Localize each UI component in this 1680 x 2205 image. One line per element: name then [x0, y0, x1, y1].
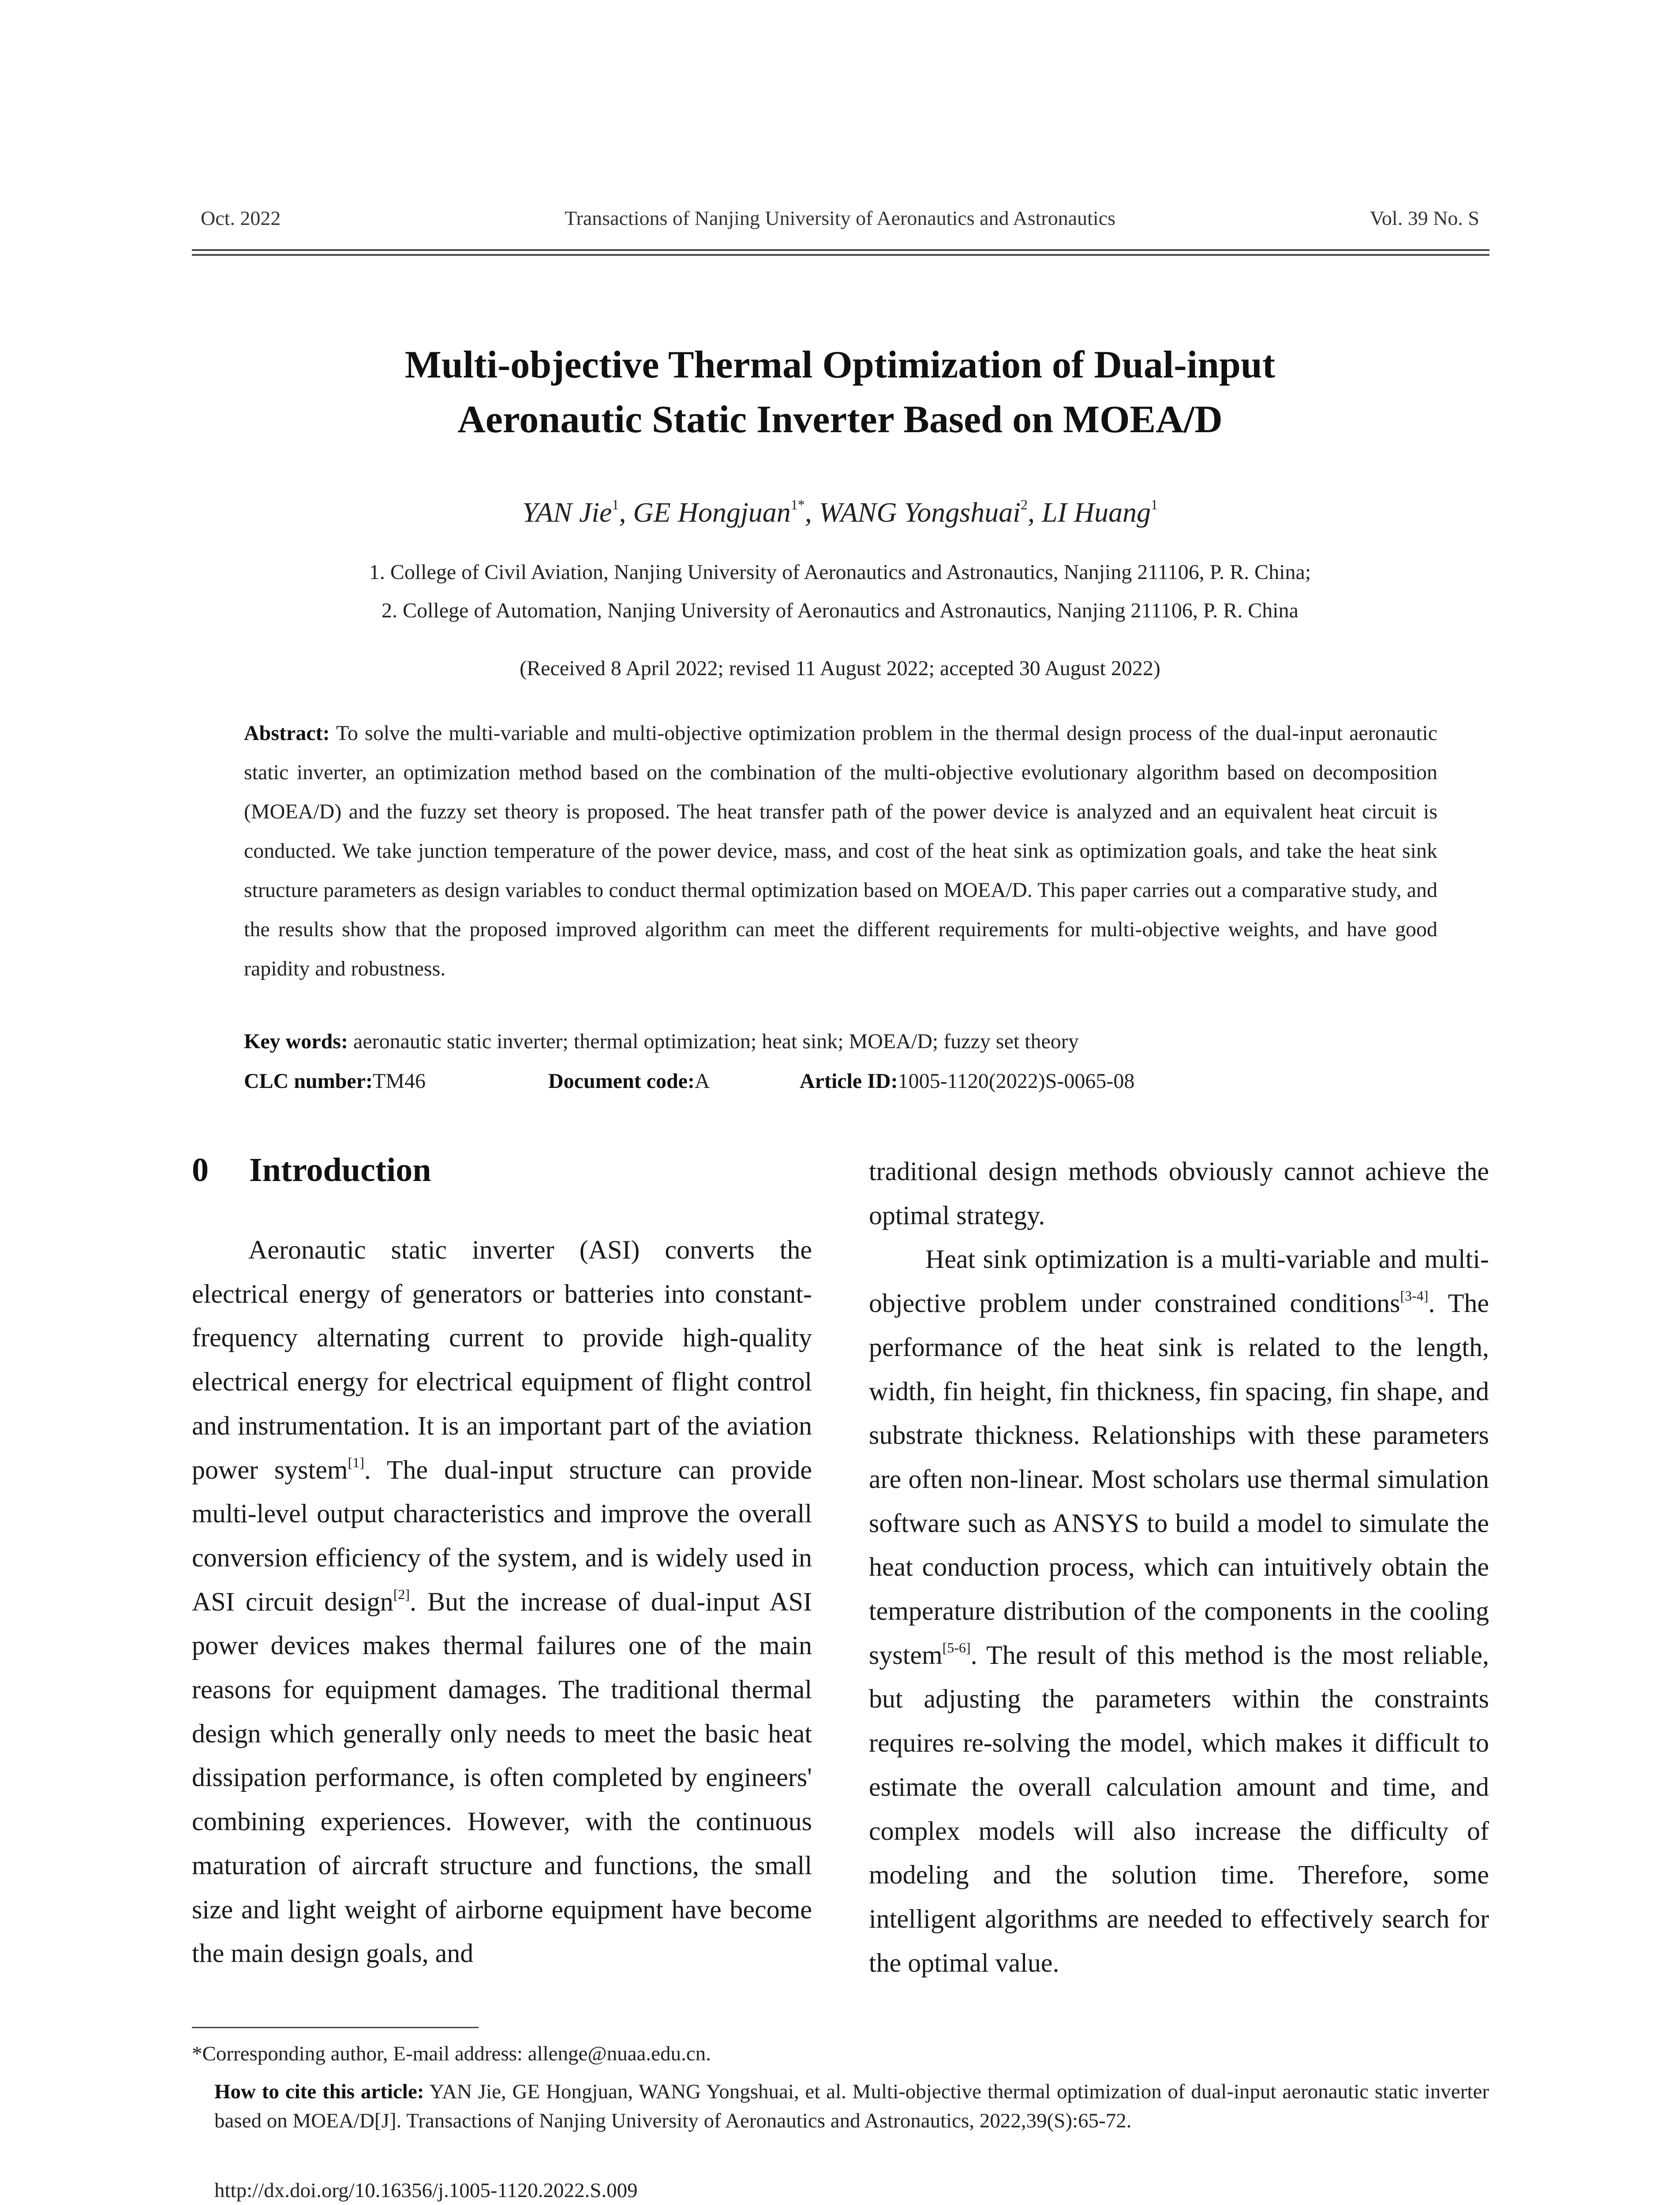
author-affiliation-mark: 1 [612, 497, 619, 512]
document-code-label: Document code: [548, 1069, 695, 1093]
left-column [192, 1228, 812, 1976]
paragraph: Aeronautic static inverter (ASI) converts the electrical energy of generators or batteries into constant-frequency alternating current to provide high-quality electrical energy for electrical equipment of flight control and instrumentation. It is an important part of the aviation power system[1]. The dual-input structure can provide multi-level output characteristics and improve the overall conversion efficiency of the system, and is widely used in ASI circuit design[2]. But the increase of dual-input ASI power devices makes thermal failures one of the main reasons for equipment damages. The traditional thermal design which generally only needs to meet the basic heat dissipation performance, is often completed by engineers' combining experiences. However, with the continuous maturation of aircraft structure and functions, the small size and light weight of airborne equipment have become the main design goals, and [192, 1235, 812, 1968]
author-affiliation-mark: 2 [1020, 497, 1028, 512]
doi-link[interactable]: http://dx.doi.org/10.16356/j.1005-1120.2022.S.009 [214, 2179, 638, 2202]
abstract-text: To solve the multi-variable and multi-objective optimization problem in the thermal design process of the dual-input aeronautic static inverter, an optimization method based on the combination of the multi-objective evolutionary algorithm based on decomposition (MOEA/D) and the fuzzy set theory is proposed. The heat transfer path of the power device is analyzed and an equivalent heat circuit is conducted. We take junction temperature of the power device, mass, and cost of the heat sink as optimization goals, and take the heat sink structure parameters as design variables to conduct thermal optimization based on MOEA/D. This paper carries out a comparative study, and the results show that the proposed improved algorithm can meet the different requirements for multi-objective weights, and have good rapidity and robustness. [244, 721, 1437, 980]
author-affiliation-mark: 1* [790, 497, 805, 512]
keywords [244, 1029, 1437, 1054]
clc-value: TM46 [373, 1069, 426, 1093]
header-rule-top [192, 249, 1489, 251]
right-column [869, 1150, 1489, 1985]
paragraph: traditional design methods obviously cannot achieve the optimal strategy. [869, 1157, 1489, 1230]
affiliation-2: 2. College of Automation, Nanjing University of Aeronautics and Astronautics, Nanjing 211106, P. R. China [382, 599, 1298, 622]
clc-label: CLC number: [244, 1069, 373, 1093]
abstract-label: Abstract: [244, 721, 330, 745]
author-list: YAN Jie$^1$, GE Hongjuan$^{1*}$, WANG Yongshuai$^2$, LI Huang$^1$ [522, 497, 1158, 528]
article-id-value: 1005-1120(2022)S-0065-08 [898, 1069, 1135, 1093]
author-name: WANG Yongshuai [819, 497, 1021, 528]
header-journal: Transactions of Nanjing University of Aeronautics and Astronautics [564, 207, 1116, 229]
received-dates: (Received 8 April 2022; revised 11 August 2022; accepted 30 August 2022) [520, 657, 1160, 680]
author-affiliation-mark: 1 [1151, 497, 1158, 512]
corresponding-author-note: *Corresponding author, E-mail address: allenge@nuaa.edu.cn. [192, 2042, 711, 2065]
keywords-label: Key words: [244, 1030, 348, 1053]
footnote-rule [192, 2027, 479, 2028]
article-meta [244, 1069, 1437, 1093]
citation-note-label: How to cite this article: [214, 2080, 424, 2103]
paragraph: Heat sink optimization is a multi-variable and multi-objective problem under constrained conditions[3-4]. The performance of the heat sink is related to the length, width, fin height, fin thickness, fin spacing, fin shape, and substrate thickness. Relationships with these parameters are often non-linear. Most scholars use thermal simulation software such as ANSYS to build a model to simulate the heat conduction process, which can intuitively obtain the temperature distribution of the components in the cooling system[5-6]. The result of this method is the most reliable, but adjusting the parameters within the constraints requires re-solving the model, which makes it difficult to estimate the overall calculation amount and time, and complex models will also increase the difficulty of modeling and the solution time. Therefore, some intelligent algorithms are needed to effectively search for the optimal value. [869, 1245, 1489, 1977]
section-number: 0 [192, 1151, 209, 1188]
document-code-value: A [694, 1069, 710, 1093]
section-heading [192, 1151, 431, 1189]
header-rule-bottom [192, 254, 1489, 256]
citation: [5-6] [942, 1639, 971, 1656]
header-date: Oct. 2022 [201, 207, 281, 229]
author-name: GE Hongjuan [633, 497, 791, 528]
citation: [2] [393, 1586, 410, 1602]
author-name: YAN Jie [522, 497, 612, 528]
header-volume: Vol. 39 No. S [1369, 207, 1479, 229]
citation: [1] [348, 1454, 364, 1470]
section-title: Introduction [249, 1151, 431, 1188]
author-name: LI Huang [1041, 497, 1151, 528]
affiliation-1: 1. College of Civil Aviation, Nanjing University of Aeronautics and Astronautics, Nanjing 211106, P. R. China; [369, 561, 1311, 584]
paper-title-line-2: Aeronautic Static Inverter Based on MOEA/D [457, 398, 1223, 441]
article-id-label: Article ID: [800, 1069, 898, 1093]
citation-note-text: YAN Jie, GE Hongjuan, WANG Yongshuai, et al. Multi-objective thermal optimization of dual-input aeronautic static inverter based on MOEA/D[J]. Transactions of Nanjing University of Aeronautics and Astronautics, 2022,39(S):65-72. [214, 2080, 1489, 2132]
keywords-text: aeronautic static inverter; thermal optimization; heat sink; MOEA/D; fuzzy set theory [353, 1030, 1079, 1053]
abstract [244, 714, 1437, 988]
paper-title-line-1: Multi-objective Thermal Optimization of Dual-input [404, 344, 1276, 386]
citation-note [214, 2077, 1489, 2135]
citation: [3-4] [1400, 1288, 1429, 1304]
